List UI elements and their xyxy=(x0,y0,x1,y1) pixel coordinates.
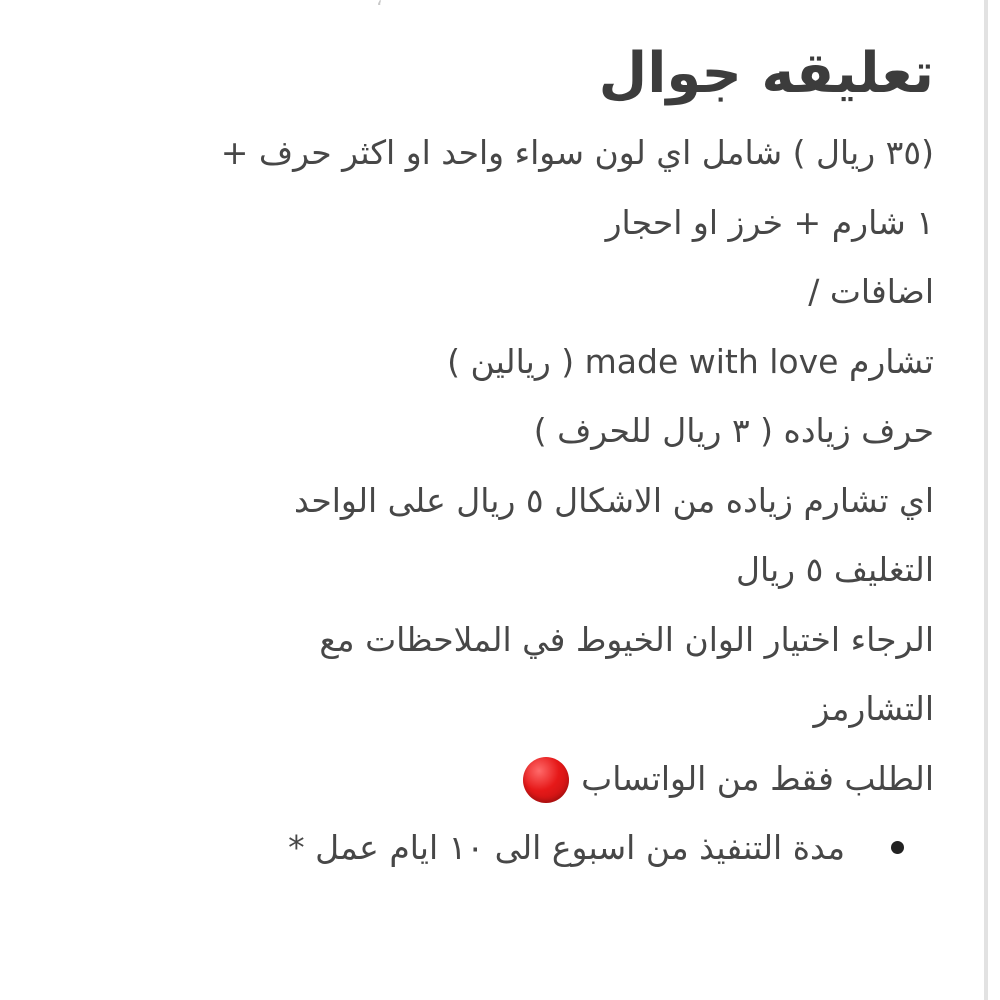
description-line-extra-charm: اي تشارم زياده من الاشكال ٥ ريال على الواحد xyxy=(294,480,934,520)
description-line-thread-colors-cont: التشارمز xyxy=(813,689,934,728)
delivery-time-text: مدة التنفيذ من اسبوع الى ١٠ ايام عمل * xyxy=(288,828,845,867)
description-line-thread-colors: الرجاء اختيار الوان الخيوط في الملاحظات مع xyxy=(319,619,934,659)
description-line-extra-letter: حرف زياده ( ٣ ريال للحرف ) xyxy=(533,411,934,450)
description-content xyxy=(74,36,934,883)
description-line-additions-heading: اضافات / xyxy=(808,272,934,311)
description-line-order-whatsapp xyxy=(74,744,934,814)
product-title: تعليقه جوال xyxy=(598,41,934,106)
scroll-edge-rule xyxy=(984,0,988,1000)
description-line-price: (٣٥ ريال ) شامل اي لون سواء واحد او اكثر حرف + xyxy=(220,133,934,172)
description-line-wrapping: التغليف ٥ ريال xyxy=(735,550,934,589)
list-item xyxy=(74,813,904,883)
order-whatsapp-text: الطلب فقط من الواتساب xyxy=(581,758,934,798)
description-line-includes: ١ شارم + خرز او احجار xyxy=(605,202,934,242)
cut-off-text-fragment xyxy=(376,0,382,10)
red-circle-icon xyxy=(523,757,569,803)
description-line-charm-made-with-love: تشارم made with love ( ريالين ) xyxy=(447,341,934,381)
bullet-icon xyxy=(891,841,904,854)
